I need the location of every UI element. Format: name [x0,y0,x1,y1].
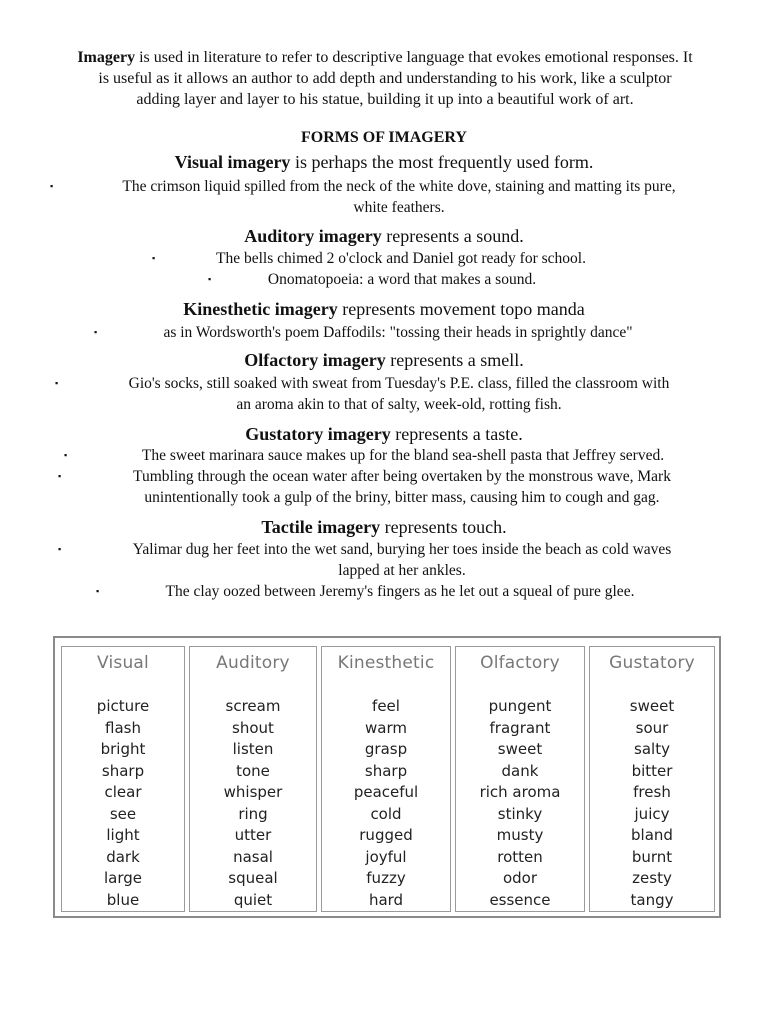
tactile-bullet-1-line-2: lapped at her ankles. [338,562,466,579]
column-header: Visual [97,653,149,673]
visual-bullet-1-line-1: The crimson liquid spilled from the neck of the white dove, staining and matting its pure, [122,178,676,195]
word-column-auditory [189,646,317,912]
word-item: bitter [631,761,673,780]
word-list [322,696,450,911]
bullet-mark: ▪ [152,253,156,263]
visual-term: Visual imagery [174,152,291,172]
bullet-mark: ▪ [58,471,62,481]
auditory-desc: represents a sound. [381,226,524,246]
word-item: listen [232,740,274,758]
bullet-mark: ▪ [55,378,59,388]
bullet-mark: ▪ [208,274,212,284]
word-item: clear [104,783,142,801]
gustatory-heading [0,423,768,445]
word-column-gustatory [589,646,715,912]
tactile-bullet-1-line-1: Yalimar dug her feet into the wet sand, burying her toes inside the beach as cold waves [132,541,672,558]
gustatory-desc: represents a taste. [390,424,523,444]
intro-line-3: adding layer and layer to his statue, building it up into a beautiful work of art. [136,91,634,108]
olfactory-heading [0,349,768,371]
gustatory-bullet-1-text: The sweet marinara sauce makes up for the bland sea-shell pasta that Jeffrey served. [141,447,665,464]
word-item: shout [232,718,274,737]
word-item: see [109,804,137,823]
word-item: hard [368,890,404,909]
word-item: sharp [101,761,145,780]
word-item: juicy [634,804,670,823]
word-item: grasp [364,740,408,758]
word-item: burnt [631,847,673,866]
word-item: flash [105,718,141,737]
olfactory-bullet-1-line-1: Gio's socks, still soaked with sweat from Tuesday's P.E. class, filled the classroom with [128,375,670,392]
kinesthetic-heading [0,298,768,320]
word-item: tangy [630,890,674,909]
word-item: warm [365,718,407,737]
word-item: sharp [364,761,408,780]
word-item: sour [635,718,669,737]
kinesthetic-term: Kinesthetic imagery [183,299,338,319]
auditory-bullet-1-text: The bells chimed 2 o'clock and Daniel got ready for school. [216,250,586,267]
visual-bullet-1 [50,176,730,218]
word-item: whisper [223,783,283,801]
word-item: large [103,869,142,887]
word-list [62,696,184,911]
gustatory-term: Gustatory imagery [245,424,391,444]
gustatory-bullet-2-line-1: Tumbling through the ocean water after being overtaken by the monstrous wave, Mark [133,468,671,485]
visual-desc: is perhaps the most frequently used form. [290,152,594,172]
kinesthetic-bullet-1-text: as in Wordsworth's poem Daffodils: "tossing their heads in sprightly dance" [163,324,633,341]
bullet-mark: ▪ [64,450,68,460]
word-item: feel [372,697,400,715]
word-item: odor [502,869,538,887]
word-item: dank [501,761,539,780]
intro-paragraph [40,47,730,110]
word-item: rugged [359,826,413,844]
tactile-desc: represents touch. [380,517,507,537]
auditory-bullet-2-text: Onomatopoeia: a word that makes a sound. [267,271,537,288]
tactile-bullet-2-text: The clay oozed between Jeremy's fingers as he let out a squeal of pure glee. [165,583,635,600]
intro-term: Imagery [77,49,136,66]
column-header: Olfactory [480,653,560,673]
word-item: tone [236,761,270,780]
intro-line-1: is used in literature to refer to descriptive language that evokes emotional responses. It [135,49,693,66]
tactile-term: Tactile imagery [261,517,381,537]
word-list [190,696,316,911]
word-column-kinesthetic [321,646,451,912]
word-item: fresh [633,783,671,801]
gustatory-bullet-1 [64,445,724,466]
gustatory-bullet-2 [58,466,728,508]
word-item: salty [634,740,670,758]
word-item: bright [100,740,146,758]
column-header: Gustatory [609,653,695,673]
bullet-mark: ▪ [94,327,98,337]
word-item: bland [631,826,673,844]
word-item: essence [489,890,551,909]
visual-heading [0,151,768,173]
word-item: scream [225,697,281,715]
word-item: zesty [632,869,672,887]
column-header: Auditory [216,653,290,673]
word-item: sweet [629,697,675,715]
tactile-heading [0,516,768,538]
auditory-bullet-2 [208,269,578,290]
auditory-term: Auditory imagery [244,226,382,246]
kinesthetic-desc: represents movement topo manda [337,299,585,319]
word-item: musty [496,826,544,844]
word-item: pungent [488,697,552,715]
tactile-bullet-1 [58,539,728,581]
word-item: stinky [497,804,543,823]
gustatory-bullet-2-line-2: unintentionally took a gulp of the briny, bitter mass, causing him to cough and gag. [144,489,660,506]
forms-title: FORMS OF IMAGERY [301,129,467,146]
word-item: fragrant [489,718,551,737]
word-item: nasal [233,847,273,866]
word-item: dark [106,847,140,866]
word-item: fuzzy [366,869,406,887]
word-column-visual [61,646,185,912]
word-column-olfactory [455,646,585,912]
word-item: quiet [233,890,273,909]
word-list [590,696,714,911]
word-item: ring [238,804,268,823]
auditory-heading [0,225,768,247]
olfactory-term: Olfactory imagery [244,350,386,370]
word-item: picture [96,697,150,715]
kinesthetic-bullet-1 [94,322,684,343]
bullet-mark: ▪ [96,586,100,596]
olfactory-desc: represents a smell. [385,350,524,370]
word-item: utter [234,826,272,844]
tactile-bullet-2 [96,581,686,602]
olfactory-bullet-1-line-2: an aroma akin to that of salty, week-old, rotting fish. [236,396,562,413]
word-item: blue [106,890,140,909]
intro-line-2: is useful as it allows an author to add depth and understanding to his work, like a sculptor [98,70,672,87]
imagery-word-table [53,636,721,918]
word-list [456,696,584,911]
word-item: joyful [365,847,407,866]
olfactory-bullet-1 [55,373,725,415]
word-item: sweet [497,740,543,758]
column-header: Kinesthetic [337,653,435,673]
bullet-mark: ▪ [50,181,54,191]
word-item: light [106,826,140,844]
auditory-bullet-1 [152,248,632,269]
visual-bullet-1-line-2: white feathers. [353,199,445,216]
word-item: cold [370,804,402,823]
word-item: squeal [228,869,278,887]
word-item: rotten [497,847,543,866]
word-item: rich aroma [479,783,561,801]
bullet-mark: ▪ [58,544,62,554]
word-item: peaceful [353,783,419,801]
